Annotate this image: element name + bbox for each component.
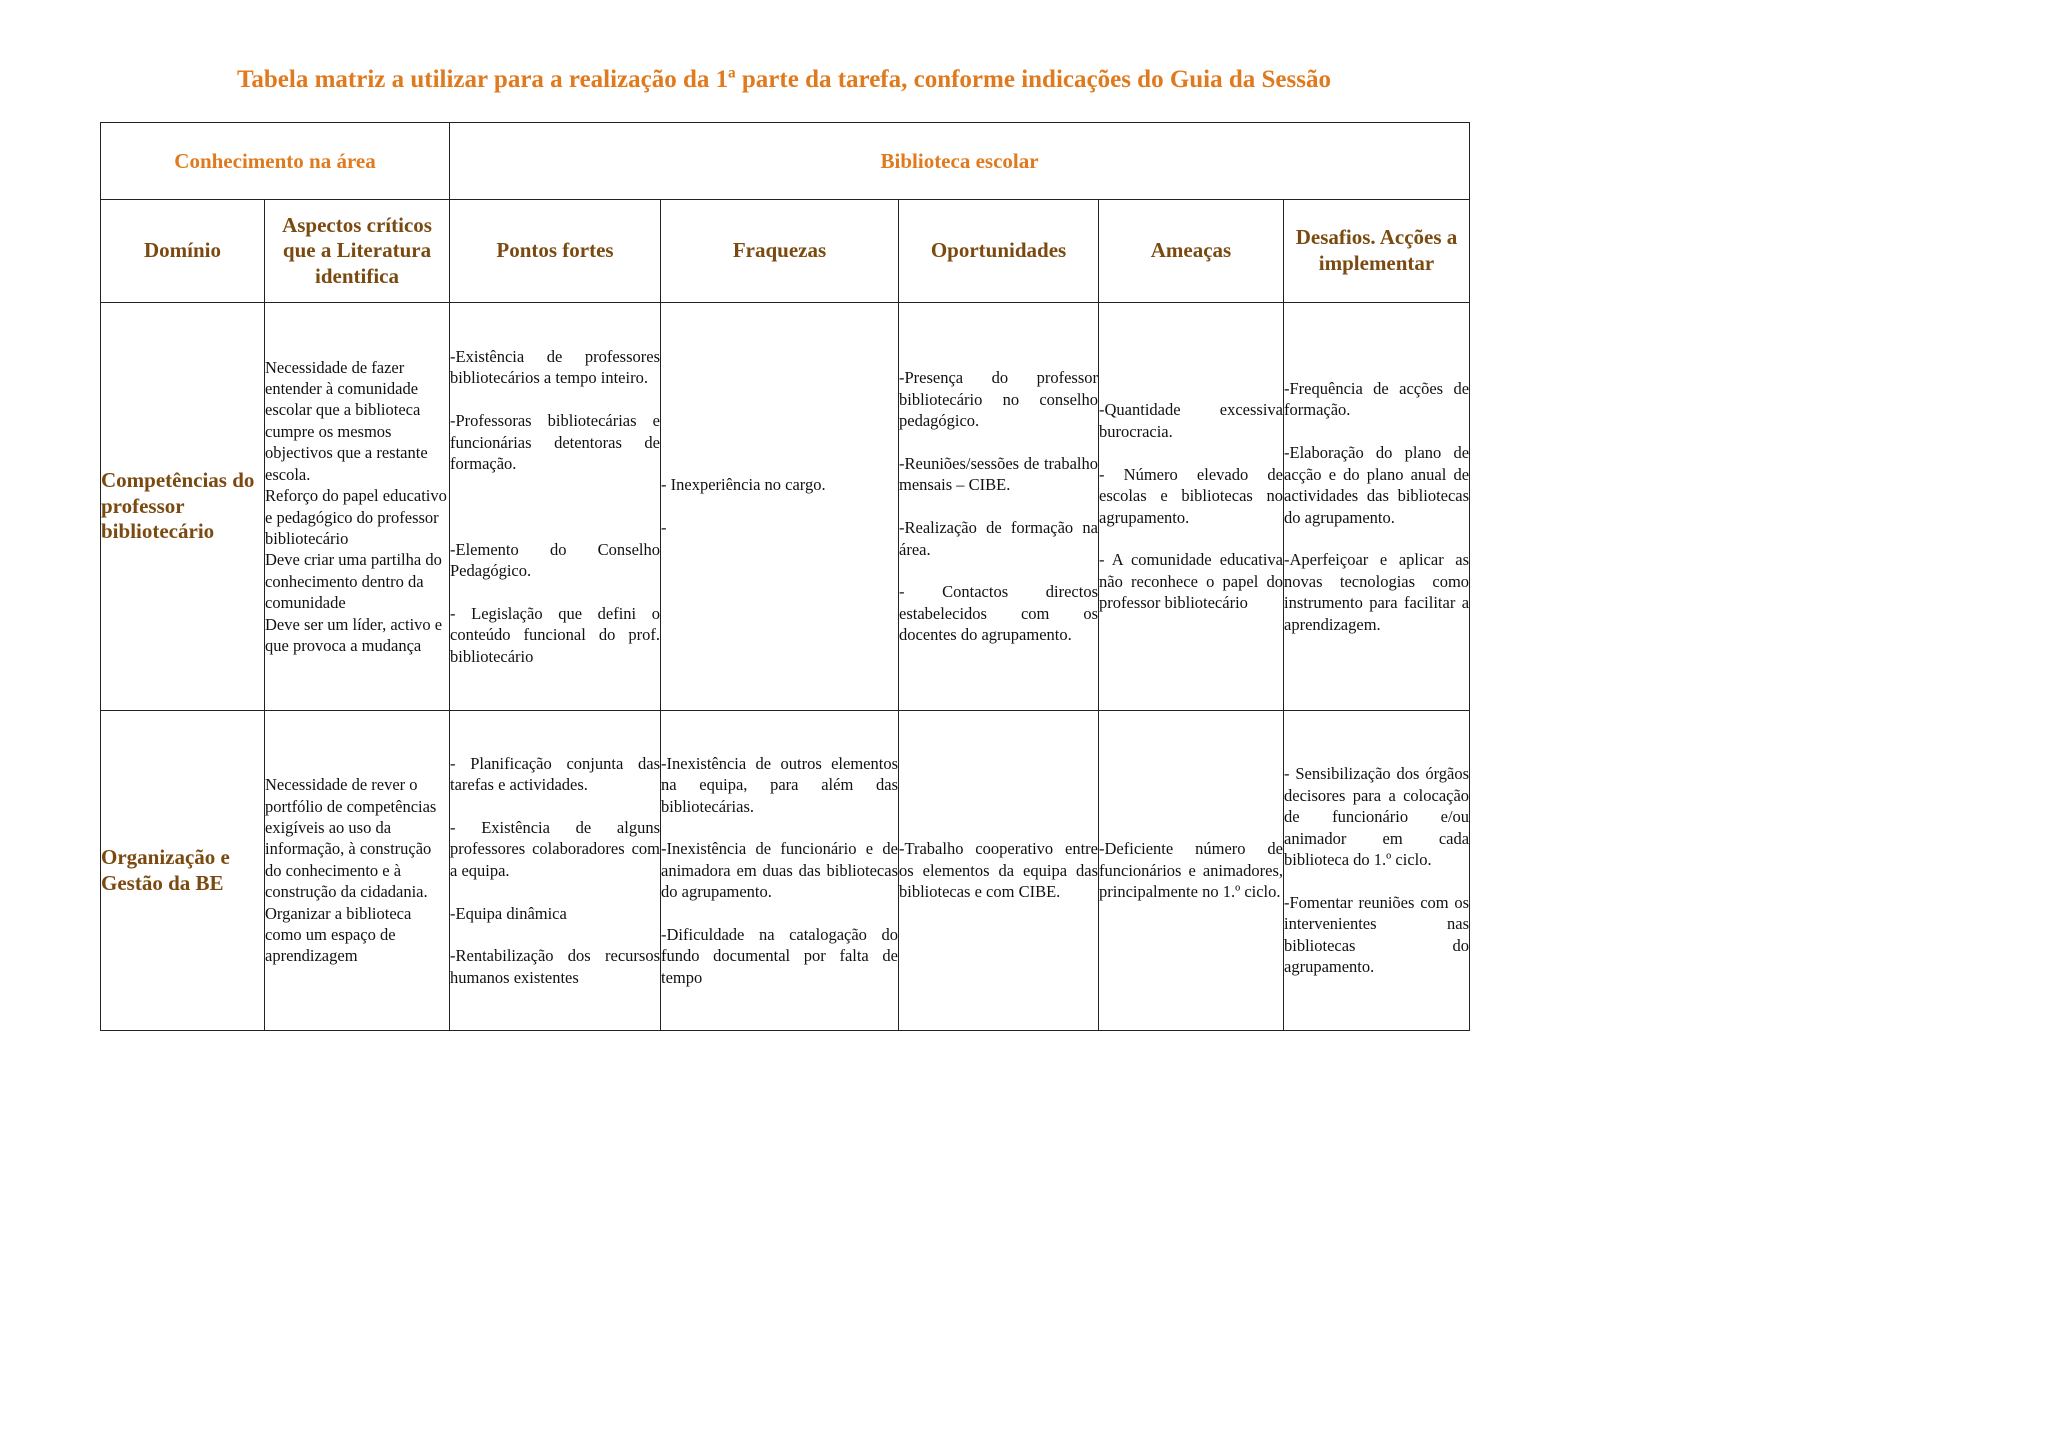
opportunities-cell [899, 711, 1099, 1031]
matrix-table [100, 122, 1470, 1031]
cell-paragraph: - Planificação conjunta das tarefas e actividades. [450, 753, 660, 795]
cell-paragraph: - Número elevado de escolas e bibliotecas no agrupamento. [1099, 464, 1283, 527]
cell-paragraph: Necessidade de rever o portfólio de competências exigíveis ao uso da informação, à construção do conhecimento e à construção da cidadania. [265, 775, 437, 902]
cell-paragraph: - A comunidade educativa não reconhece o papel do professor bibliotecário [1099, 550, 1283, 613]
cell-paragraph: -Deficiente número de funcionários e animadores, principalmente no 1.º ciclo. [1099, 839, 1283, 902]
cell-paragraph: Organizar a biblioteca como um espaço de aprendizagem [265, 903, 412, 966]
cell-paragraph: -Dificuldade na catalogação do fundo documental por falta de tempo [661, 925, 898, 987]
cell-paragraph: -Equipa dinâmica [450, 903, 567, 923]
cell-paragraph: -Frequência de acções de formação. [1284, 379, 1470, 420]
group-header-library: Biblioteca escolar [450, 123, 1470, 200]
cell-paragraph: - [661, 518, 667, 538]
cell-paragraph: - Contactos directos estabelecidos com os docentes do agrupamento. [899, 582, 1098, 645]
header-domain: Domínio [101, 200, 265, 303]
challenges-cell [1284, 303, 1470, 711]
cell-paragraph: -Existência de professores bibliotecários a tempo inteiro. [450, 346, 660, 388]
cell-paragraph: -Elaboração do plano de acção e do plano anual de actividades das bibliotecas do agrupamento. [1284, 443, 1470, 527]
cell-paragraph: Necessidade de fazer entender à comunidade escolar que a biblioteca cumpre os mesmos objectivos que a restante escola. [265, 357, 428, 484]
domain-cell: Competências do professor bibliotecário [101, 303, 265, 711]
challenges-cell [1284, 711, 1470, 1031]
cell-paragraph: -Presença do professor bibliotecário no conselho pedagógico. [899, 368, 1098, 431]
cell-paragraph: - Inexperiência no cargo. [661, 475, 826, 495]
strengths-cell [450, 303, 661, 711]
header-weaknesses: Fraquezas [661, 200, 899, 303]
table-row [101, 303, 1470, 711]
cell-paragraph: -Realização de formação na área. [899, 518, 1098, 559]
header-opportunities: Oportunidades [899, 200, 1099, 303]
table-row [101, 711, 1470, 1031]
cell-paragraph: -Rentabilização dos recursos humanos existentes [450, 946, 660, 987]
cell-paragraph: -Elemento do Conselho Pedagógico. [450, 539, 660, 580]
cell-paragraph: -Fomentar reuniões com os intervenientes nas bibliotecas do agrupamento. [1284, 892, 1470, 977]
cell-paragraph: -Trabalho cooperativo entre os elementos da equipa das bibliotecas e com CIBE. [899, 839, 1098, 902]
domain-cell: Organização e Gestão da BE [101, 711, 265, 1031]
cell-paragraph: - Existência de alguns professores colaboradores com a equipa. [450, 817, 660, 880]
opportunities-cell [899, 303, 1099, 711]
cell-paragraph: -Inexistência de funcionário e de animadora em duas das bibliotecas do agrupamento. [661, 839, 898, 902]
cell-paragraph: Deve ser um líder, activo e que provoca a mudança [265, 614, 443, 655]
threats-cell [1099, 711, 1284, 1031]
cell-paragraph: - Sensibilização dos órgãos decisores para a colocação de funcionário e/ou animador em cada biblioteca do 1.º ciclo. [1284, 764, 1470, 870]
header-literature: Aspectos críticos que a Literatura identifica [265, 200, 450, 303]
cell-paragraph: -Inexistência de outros elementos na equipa, para além das bibliotecárias. [661, 753, 898, 816]
threats-cell [1099, 303, 1284, 711]
cell-paragraph: -Professoras bibliotecárias e funcionárias detentoras de formação. [450, 411, 660, 473]
header-challenges: Desafios. Acções a implementar [1284, 200, 1470, 303]
cell-paragraph: -Reuniões/sessões de trabalho mensais – CIBE. [899, 453, 1098, 495]
cell-paragraph: -Aperfeiçoar e aplicar as novas tecnologias como instrumento para facilitar a aprendizagem. [1284, 550, 1470, 634]
group-header-row [101, 123, 1470, 200]
weaknesses-cell [661, 711, 899, 1031]
literature-cell [265, 303, 450, 711]
cell-paragraph [450, 496, 660, 517]
strengths-cell [450, 711, 661, 1031]
cell-paragraph: -Quantidade excessiva burocracia. [1099, 400, 1283, 441]
header-strengths: Pontos fortes [450, 200, 661, 303]
cell-paragraph: Deve criar uma partilha do conhecimento dentro da comunidade [265, 550, 442, 613]
column-header-row [101, 200, 1470, 303]
header-threats: Ameaças [1099, 200, 1284, 303]
weaknesses-cell [661, 303, 899, 711]
page-title: Tabela matriz a utilizar para a realização da 1ª parte da tarefa, conforme indicações do Guia da Sessão [237, 66, 1331, 93]
literature-cell [265, 711, 450, 1031]
group-header-knowledge: Conhecimento na área [101, 123, 450, 200]
cell-paragraph: Reforço do papel educativo e pedagógico do professor bibliotecário [265, 486, 447, 548]
cell-paragraph: - Legislação que defini o conteúdo funcional do prof. bibliotecário [450, 603, 660, 666]
